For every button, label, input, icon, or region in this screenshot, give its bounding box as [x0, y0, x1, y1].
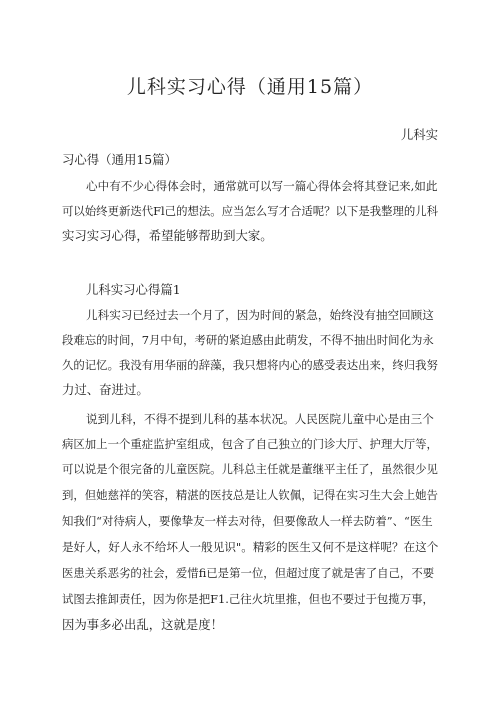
paragraph-line: 说到儿科，不得不提到儿科的基本状况。人民医院儿童中心是由三个: [86, 412, 434, 426]
paragraph-line: 段难忘的时间，7月中旬，考研的紧迫感由此萌发，不得不抽出时间化为永: [62, 333, 434, 347]
paragraph-line: 到，但她慈祥的笑容，精湛的医技总是让人钦佩，记得在实习生大会上她告: [62, 488, 438, 502]
section-heading: 儿科实习心得篇1: [86, 282, 181, 297]
subtitle-line-1: 儿科实: [400, 127, 438, 142]
paragraph-line: 医患关系恶劣的社会，爱惜fi已是第一位，但超过度了就是害了自己，不要: [62, 566, 435, 580]
paragraph-line: 是好人，好人永不给坏人一般见识"。精彩的医生又何不是这样呢？在这个: [62, 540, 439, 554]
subtitle-line-2: 习心得（通用15篇）: [62, 152, 177, 167]
paragraph-line: 力过、奋进过。: [62, 382, 149, 397]
paragraph-line: 试图去推卸责任，因为你是把F1.己往火坑里推，但也不要过于包揽万事，: [62, 592, 434, 606]
intro-line: 心中有不少心得体会时，通常就可以写一篇心得体会将其登记来,如此: [86, 179, 438, 193]
intro-line: 可以始终更新迭代Fl己的想法。应当怎么写才合适呢？以下是我整理的儿科: [62, 204, 439, 218]
paragraph-line: 病区加上一个重症监护室组成，包含了自己独立的门诊大厅、护理大厅等，: [62, 437, 438, 451]
paragraph-line: 知我们“对待病人，要像挚友一样去对待，但要像敌人一样去防着”、“医生: [62, 514, 433, 528]
document-title: 儿科实习心得（通用15篇）: [126, 76, 374, 98]
paragraph-line: 儿科实习已经过去一个月了，因为时间的紧急，始终没有抽空回顾这: [86, 308, 434, 322]
paragraph-line: 久的记忆。我没有用华丽的辞藻，我只想将内心的感受表达出来，终归我努: [62, 358, 438, 372]
paragraph-line: 可以说是个很完备的儿童医院。儿科总主任就是董继平主任了，虽然很少见: [62, 462, 438, 476]
paragraph-line: 因为事多必出乱，这就是度！: [62, 617, 224, 632]
intro-line: 实习实习心得，希望能够帮助到大家。: [62, 228, 273, 243]
